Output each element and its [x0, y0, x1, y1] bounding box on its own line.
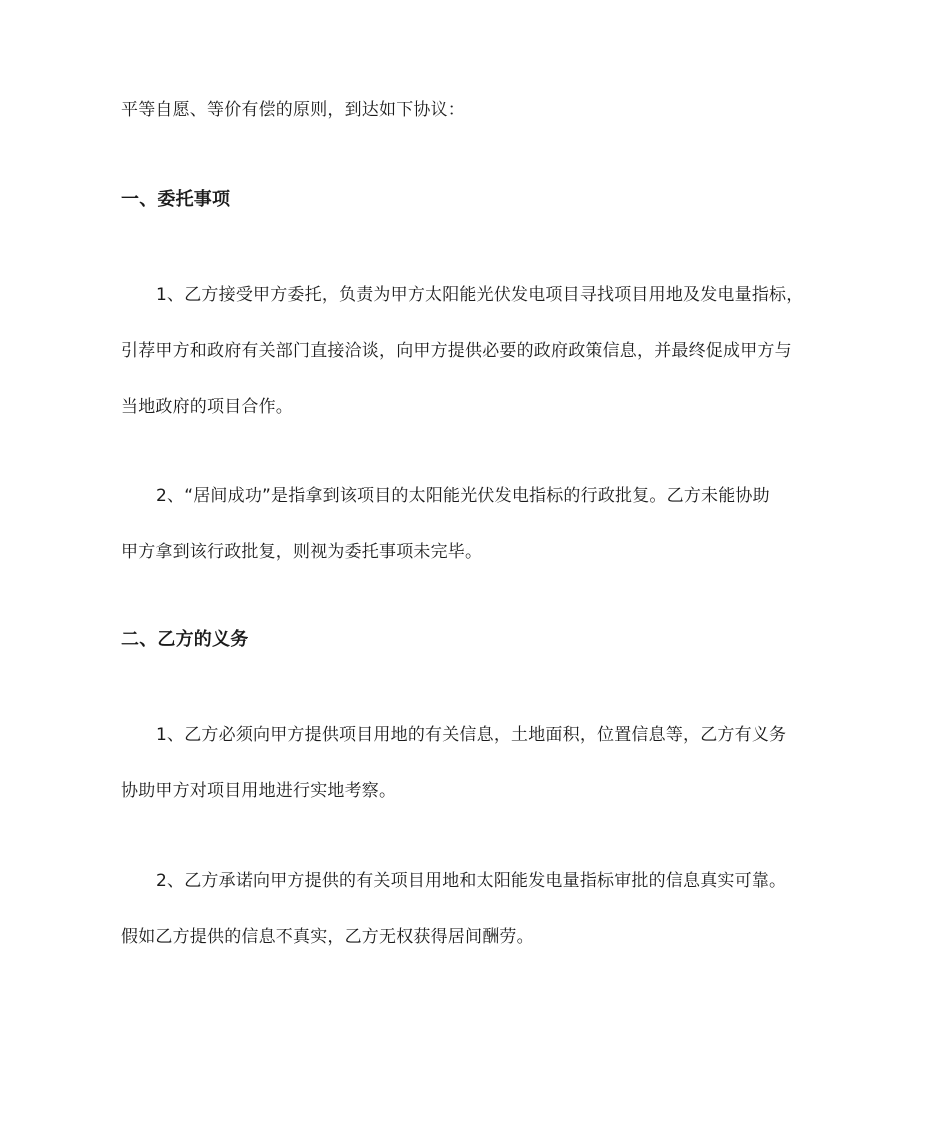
section-heading-party-b-obligations: 二、乙方的义务	[121, 629, 249, 650]
clause-1-2-line-1: 2、“居间成功”是指拿到该项目的太阳能光伏发电指标的行政批复。乙方未能协助	[156, 486, 770, 506]
clause-1-1-line-2: 引荐甲方和政府有关部门直接洽谈，向甲方提供必要的政府政策信息，并最终促成甲方与	[121, 341, 792, 361]
clause-2-1-line-1: 1、乙方必须向甲方提供项目用地的有关信息，土地面积，位置信息等，乙方有义务	[156, 725, 787, 745]
intro-line: 平等自愿、等价有偿的原则，到达如下协议：	[121, 100, 465, 120]
clause-2-1-line-2: 协助甲方对项目用地进行实地考察。	[121, 781, 397, 801]
clause-2-2-line-2: 假如乙方提供的信息不真实，乙方无权获得居间酬劳。	[121, 927, 534, 947]
clause-1-1-line-1: 1、乙方接受甲方委托，负责为甲方太阳能光伏发电项目寻找项目用地及发电量指标，	[156, 285, 804, 305]
clause-2-2-line-1: 2、乙方承诺向甲方提供的有关项目用地和太阳能发电量指标审批的信息真实可靠。	[156, 871, 787, 891]
clause-1-1-line-3: 当地政府的项目合作。	[121, 397, 293, 417]
section-heading-entrusted-matters: 一、委托事项	[121, 189, 231, 210]
clause-1-2-line-2: 甲方拿到该行政批复，则视为委托事项未完毕。	[121, 542, 483, 562]
